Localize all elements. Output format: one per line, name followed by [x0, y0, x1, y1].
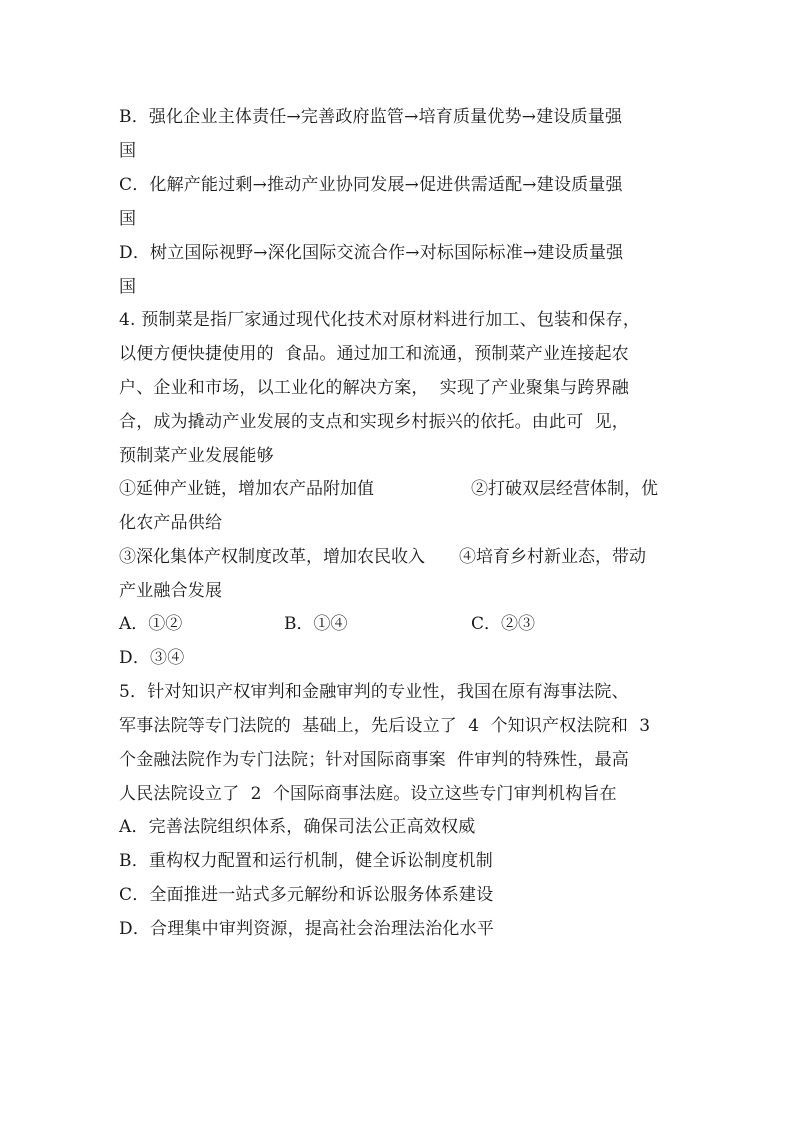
q4-option-d: D．③④ — [119, 648, 185, 668]
q3-option-c-line2: 国 — [119, 209, 137, 229]
q4-option-a: A．①② — [119, 614, 183, 634]
q3-option-b-line1: B．强化企业主体责任→完善政府监管→培育质量优势→建设质量强 — [119, 107, 623, 127]
q5-stem-line: 人民法院设立了 2 个国际商事法庭。设立这些专门审判机构旨在 — [119, 784, 617, 804]
q3-option-d-line1: D．树立国际视野→深化国际交流合作→对标国际标准→建设质量强 — [119, 243, 624, 263]
q4-item-4-line2: 产业融合发展 — [119, 581, 223, 601]
q5-option-c: C．全面推进一站式多元解纷和诉讼服务体系建设 — [119, 885, 494, 905]
q4-item-2-line2: 化农产品供给 — [119, 513, 223, 533]
q4-stem-line: 预制菜产业发展能够 — [119, 446, 274, 466]
q3-option-d-line2: 国 — [119, 277, 137, 297]
q3-option-c-line1: C．化解产能过剩→推动产业协同发展→促进供需适配→建设质量强 — [119, 175, 623, 195]
q3-option-b-line2: 国 — [119, 141, 137, 161]
q5-option-b: B．重构权力配置和运行机制，健全诉讼制度机制 — [119, 851, 493, 871]
q5-stem-line: 5．针对知识产权审判和金融审判的专业性，我国在原有海事法院、 — [119, 682, 629, 702]
q4-stem-line: 合，成为撬动产业发展的支点和实现乡村振兴的依托。由此可 见， — [119, 412, 630, 432]
q4-stem-line: 4. 预制菜是指厂家通过现代化技术对原材料进行加工、包装和保存， — [119, 310, 641, 330]
q5-option-a: A．完善法院组织体系，确保司法公正高效权威 — [119, 817, 476, 837]
q5-option-d: D．合理集中审判资源，提高社会治理法治化水平 — [119, 919, 495, 939]
q5-stem-line: 个金融法院作为专门法院；针对国际商事案 件审判的特殊性，最高 — [119, 750, 630, 770]
q4-item-4-line1: ④培育乡村新业态，带动 — [459, 547, 646, 567]
q4-item-3: ③深化集体产权制度改革，增加农民收入 — [119, 547, 425, 567]
q4-item-1: ①延伸产业链，增加农产品附加值 — [119, 479, 374, 499]
q4-option-b: B．①④ — [284, 614, 348, 634]
q5-stem-line: 军事法院等专门法院的 基础上，先后设立了 4 个知识产权法院和 3 — [119, 716, 651, 736]
q4-option-c: C．②③ — [471, 614, 536, 634]
q4-stem-line: 以便方便快捷使用的 食品。通过加工和流通，预制菜产业连接起农 — [119, 344, 630, 364]
q4-item-2-line1: ②打破双层经营体制，优 — [471, 479, 658, 499]
q4-stem-line: 户、企业和市场，以工业化的解决方案， 实现了产业聚集与跨界融 — [119, 378, 630, 398]
